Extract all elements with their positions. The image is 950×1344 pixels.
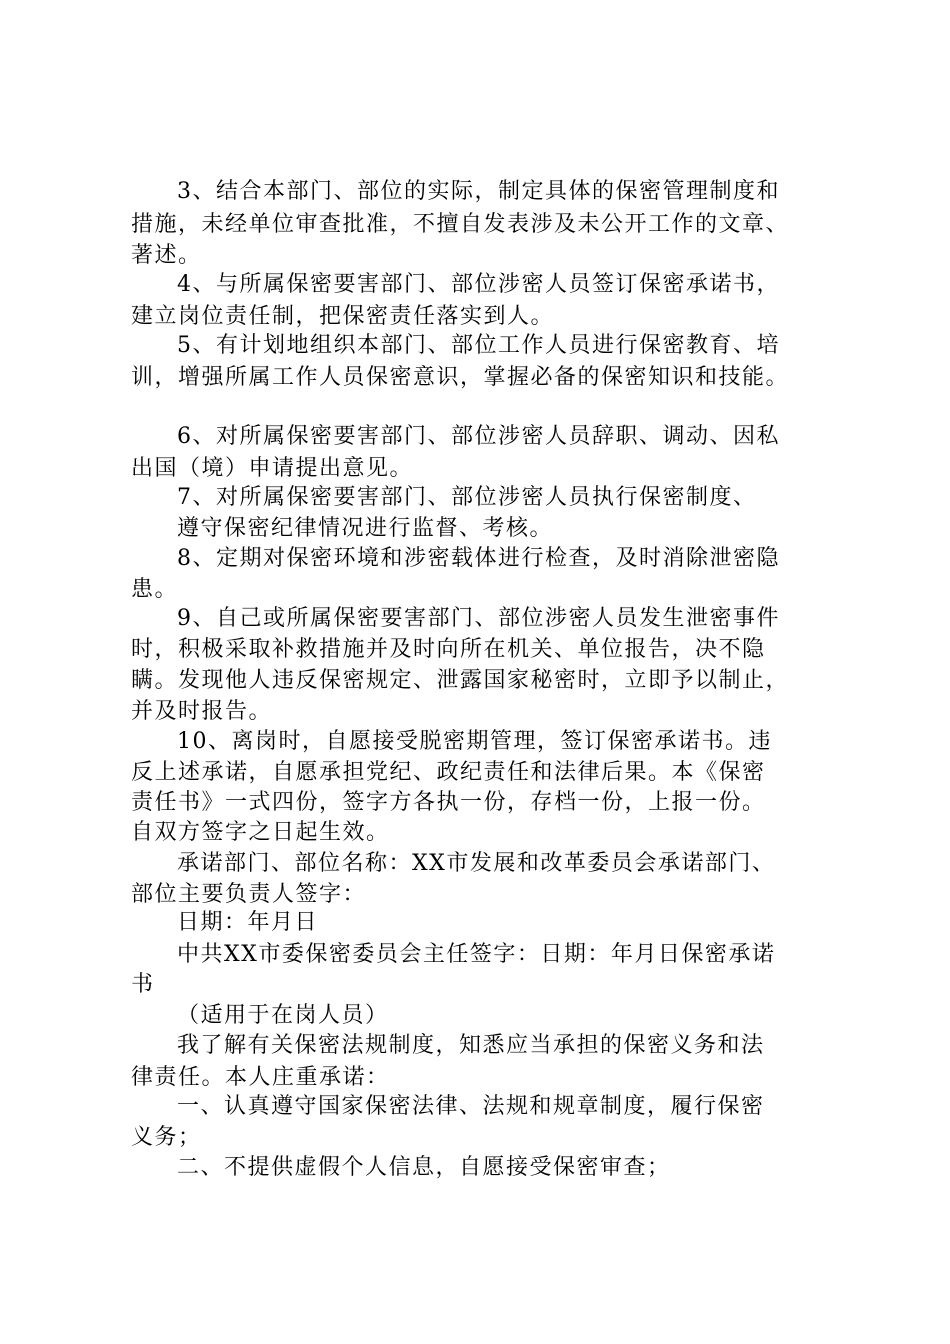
line-29: 律责任。本人庄重承诺： [131,1065,390,1090]
line-31: 义务； [131,1125,202,1150]
line-5: 建立岗位责任制，把保密责任落实到人。 [131,304,555,329]
line-32: 二、不提供虚假个人信息，自愿接受保密审查； [177,1155,671,1180]
line-6: 5、有计划地组织本部门、部位工作人员进行保密教育、培 [177,333,780,358]
line-13: 患。 [131,577,179,602]
line-14: 9、自己或所属保密要害部门、部位涉密人员发生泄密事件 [177,606,780,631]
line-21: 自双方签字之日起生效。 [131,820,390,845]
line-1: 3、结合本部门、部位的实际，制定具体的保密管理制度和 [177,179,780,204]
line-17: 并及时报告。 [131,699,273,724]
line-30: 一、认真遵守国家保密法律、法规和规章制度，履行保密 [177,1094,765,1119]
line-9: 出国（境）申请提出意见。 [131,456,414,481]
line-26: 书 [131,972,155,997]
line-7: 训，增强所属工作人员保密意识，掌握必备的保密知识和技能。 [131,365,790,390]
line-23: 部位主要负责人签字： [131,882,367,907]
line-22: 承诺部门、部位名称：XX市发展和改革委员会承诺部门、 [177,851,776,876]
line-3: 著述。 [131,243,202,268]
line-4: 4、与所属保密要害部门、部位涉密人员签订保密承诺书， [177,272,780,297]
line-11: 遵守保密纪律情况进行监督、考核。 [177,516,554,541]
line-20: 责任书》一式四份，签字方各执一份，存档一份，上报一份。 [131,790,766,815]
line-24: 日期：年月日 [177,910,319,935]
line-18: 10、离岗时，自愿接受脱密期管理，签订保密承诺书。违 [177,729,772,754]
line-28: 我了解有关保密法规制度，知悉应当承担的保密义务和法 [177,1033,765,1058]
line-27: （适用于在岗人员） [177,1003,389,1028]
line-12: 8、定期对保密环境和涉密载体进行检查，及时消除泄密隐 [177,546,780,571]
line-16: 瞒。发现他人违反保密规定、泄露国家秘密时，立即予以制止， [131,668,790,693]
line-15: 时，积极采取补救措施并及时向所在机关、单位报告，决不隐 [131,637,766,662]
line-19: 反上述承诺，自愿承担党纪、政纪责任和法律后果。本《保密 [131,760,766,785]
line-2: 措施，未经单位审查批准，不擅自发表涉及未公开工作的文章、 [131,212,790,237]
line-8: 6、对所属保密要害部门、部位涉密人员辞职、调动、因私 [177,424,780,449]
line-10: 7、对所属保密要害部门、部位涉密人员执行保密制度、 [177,485,757,510]
line-25: 中共XX市委保密委员会主任签字：日期：年月日保密承诺 [177,942,776,967]
